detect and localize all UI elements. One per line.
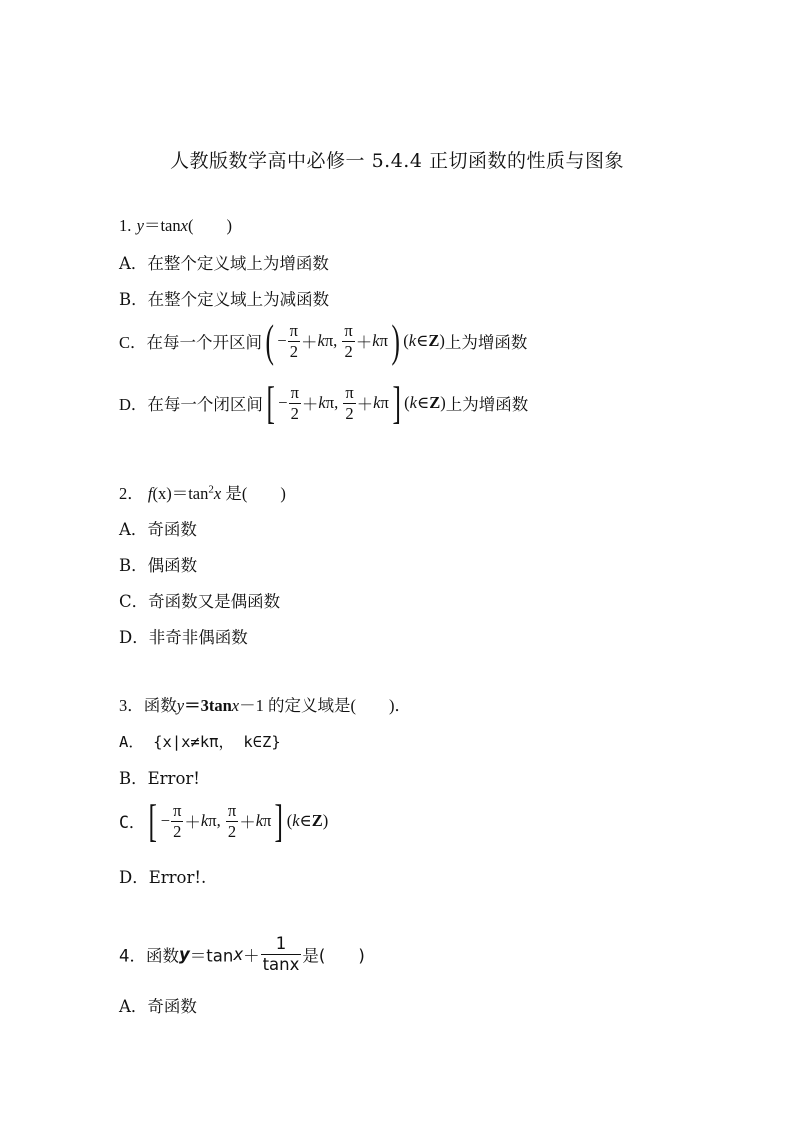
question-1-stem: 1. y＝tanx( ) xyxy=(119,216,232,235)
question-3-option-d: D．Error!. xyxy=(119,868,207,887)
question-2-stem: 2． $f(x)=\tan^2x$ 是( ) xyxy=(119,483,286,503)
question-3-option-a: A． {x|x≠kπ， k∈Z} xyxy=(119,733,281,751)
question-3-option-c: C．[ − $\frac{\pi}{2}$ ＋kπ, $\frac{\pi}{2}$ ＋kπ] (k∈Z) xyxy=(119,795,329,846)
question-4-option-a: A．奇函数 xyxy=(119,997,197,1016)
question-2-option-b: B．偶函数 xyxy=(119,556,198,575)
fraction-pi-over-2: $\frac{\pi}{2}$ xyxy=(345,382,354,423)
page-title: 人教版数学高中必修一 5.4.4 正切函数的性质与图象 xyxy=(170,150,624,172)
fraction-pi-over-2: $\frac{\pi}{2}$ xyxy=(289,320,298,361)
question-2-option-a: A．奇函数 xyxy=(119,520,197,539)
question-1-option-a: A．在整个定义域上为增函数 xyxy=(119,254,329,273)
fraction-1-over-tanx: $\frac{1}{\tan x}$ xyxy=(262,934,300,974)
question-3-option-b: B．Error! xyxy=(119,769,200,788)
fraction-pi-over-2: $\frac{\pi}{2}$ xyxy=(344,320,353,361)
question-3-stem: 3．函数y＝3tanx－1 的定义域是( )． xyxy=(119,696,411,715)
question-1-option-b: B．在整个定义域上为减函数 xyxy=(119,290,330,309)
fraction-pi-over-2: $\frac{\pi}{2}$ xyxy=(227,800,237,841)
question-2-option-d: D．非奇非偶函数 xyxy=(119,628,248,647)
question-4-stem: 4．函数y＝tanx＋ $\frac{1}{\tan x}$ 是( ) xyxy=(119,934,365,974)
question-1-option-c: C．在每一个开区间( − $\frac{\pi}{2}$ ＋kπ, $\frac{\pi}{2}$ ＋kπ) (k∈Z)上为增函数 xyxy=(119,315,528,366)
question-2-option-c: C．奇函数又是偶函数 xyxy=(119,592,281,611)
fraction-pi-over-2: $\frac{\pi}{2}$ xyxy=(173,800,182,841)
question-1-option-d: D．在每一个闭区间[ − $\frac{\pi}{2}$ ＋kπ, $\frac{\pi}{2}$ ＋kπ] (k∈Z)上为增函数 xyxy=(119,377,529,428)
fraction-pi-over-2: $\frac{\pi}{2}$ xyxy=(290,382,299,423)
